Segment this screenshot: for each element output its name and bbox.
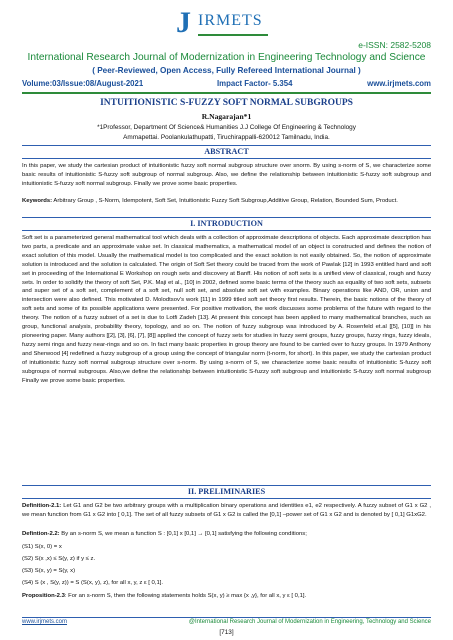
- issue-info-row: [22, 79, 431, 91]
- eissn: e-ISSN: 2582-5208: [358, 40, 431, 50]
- affiliation-line-1: *1Professor, Department Of Science& Humanities J.J College Of Engineering & Technology: [97, 124, 356, 131]
- proposition-2-3-text: : For an s-norm S, then the following statements holds S(x, y) ≥ max {x ,y}, for all x, y ε [ 0,1].: [64, 593, 307, 599]
- volume-issue: Volume:03/Issue:08/August-2021: [22, 79, 144, 88]
- definition-2-1: [22, 502, 431, 520]
- logo-underline: [198, 34, 268, 36]
- footer-copyright: @International Research Journal of Modernization in Engineering, Technology and Science: [188, 619, 431, 625]
- intro-top-rule: [22, 217, 431, 218]
- s-norm-condition-2: (S2) S(x ,x) ≤ S(y, z) if y ≤ z.: [22, 556, 96, 562]
- definition-2-2-label: Defintion-2.2:: [22, 531, 60, 537]
- header-website-link[interactable]: www.irjmets.com: [367, 79, 431, 88]
- header-divider: [22, 92, 431, 94]
- s-norm-condition-4: (S4) S (x , S(y, z)) = S (S(x, y), z), for all x, y, z ε [ 0,1].: [22, 580, 164, 586]
- abstract-heading: ABSTRACT: [204, 147, 249, 156]
- abstract-text: In this paper, we study the cartesian product of intuitionistic fuzzy soft normal subgroup structure over snorm. By using s-norm of S, we characterize some basic results of intuitionistic S-fuzzy soft subgroup of normal subgroup. Also, we define the relationship between intuitionistic S-fuzzy soft subgroup and intuitionistic S-fuzzy soft normal subgroup. Finally we prove some basic properties.: [22, 163, 431, 187]
- logo-letter: J: [176, 6, 191, 39]
- abstract-top-rule: [22, 145, 431, 146]
- definition-2-2-text: By an s-norm S, we mean a function S : [0,1] x [0,1] → [0,1] satisfying the following conditions;: [59, 531, 307, 537]
- affiliation-line-2: Ammapettai. Poolankulathupatti, Tiruchirappalli-620012 Tamilnadu, India.: [123, 134, 330, 141]
- journal-name: International Research Journal of Modernization in Engineering Technology and Science: [27, 52, 426, 63]
- proposition-2-3: [22, 592, 431, 601]
- keywords: [22, 197, 431, 206]
- paper-title: INTUITIONISTIC S-FUZZY SOFT NORMAL SUBGROUPS: [100, 98, 353, 108]
- page-number: [713]: [219, 629, 234, 636]
- definition-2-2: [22, 530, 431, 539]
- prelim-bottom-rule: [22, 498, 431, 499]
- preliminaries-heading: II. PRELIMINARIES: [187, 487, 266, 496]
- footer-divider: [22, 617, 431, 618]
- footer-website-link[interactable]: www.irjmets.com: [22, 619, 68, 625]
- definition-2-1-label: Definition-2.1:: [22, 503, 62, 509]
- prelim-top-rule: [22, 485, 431, 486]
- peer-review-note: ( Peer-Reviewed, Open Access, Fully Refereed International Journal ): [92, 66, 361, 75]
- s-norm-condition-3: (S3) S(x, y) = S(y, x): [22, 568, 76, 574]
- keywords-list: Arbitrary Group , S-Norm, Idempotent, Soft Set, Intuitionistic Fuzzy Soft Subgroup,Additive Group, Relation, Bounded Sum, Product.: [52, 198, 398, 204]
- definition-2-1-text: Let G1 and G2 be two arbitrary groups with a multiplication binary operations and identities e1, e2 respectively. A fuzzy subset of G1 x G2 , we mean function from G1 x G2 into [ 0,1]. The set of all fuzzy subsets of G1 x G2 is called the [0,1] –power set of G1 x G2 and is denoted by [ 0,1] G1xG2.: [22, 503, 431, 518]
- abstract-bottom-rule: [22, 158, 431, 159]
- s-norm-condition-1: (S1) S(x, 0) = x: [22, 544, 62, 550]
- keywords-label: Keywords:: [22, 198, 53, 204]
- journal-logo: [176, 6, 276, 42]
- impact-factor: Impact Factor- 5.354: [217, 79, 293, 88]
- author-name: R.Nagarajan*1: [201, 112, 252, 121]
- introduction-text: Soft set is a parameterized general mathematical tool which deals with a collection of approximate descriptions of objects. Each approximate description has two parts, a predicate and an approximate value set. In classical mathematics, a mathematical model of an object is constructed and defines the notion of exact solution of this model. Usually the mathematical model is too complicated and the exact solution is not easily obtained. So, the notion of approximate solution is introduced and the solution is calculated. The origin of Soft Set theory could be traced from the work of Pawlak [12] in 1993 entitled hard and soft set in proceeding of the International E Workshop on rough sets and discovery at Banff. His notion of soft sets is a unified view of classical, rough and fuzzy sets. In order to solidify the theory of soft Set, P.K. Maji et al., [10] in 2002, defined some basic terms of the theory such as equality of two soft sets, subsets and super set of a soft set, complement of a soft set, null soft set, and absolute soft set with examples. Binary operations like AND, OR, union and intersection were also defined. This motivated D. Molodtsov's work [11] in 1999 titled soft set theory first results. Therein, the basic notions of the theory of soft sets and some of its possible applications were presented. For positive motivation, the work discusses some problems of the future with regard to the theory. The notion of a fuzzy subset of a set is due to Lotfi Zadeh [13]. At present this concept has been applied to many mathematical branches, such as group, functional analysis, probability theory, topology, and so on. The notion of fuzzy subgroup was introduced by A. Rosenfeld et.al [[5], [10]] in his pioneering paper. Many authors [[2], [3], [6], [7], [8]] applied the concept of fuzzy sets for studies in fuzzy semi groups, fuzzy groups, fuzzy rings, fuzzy ideals, fuzzy semi rings and fuzzy near-rings and so on. In fact many basic properties in group theory are found to be carried over to fuzzy groups. In 1979 Anthony and Sherwood [4] redefined a fuzzy subgroup of a group using the concept of triangular norm (t-norm, for short). In this paper, we study the cartesian product of intuitionistic fuzzy soft normal subgroup structure over s-norm. By using s-norm of S, we characterize some basic results of intuitionistic S-fuzzy soft subgroups of normal subgroups. Also,we define the relationship between intuitionistic S-fuzzy soft subgroup and intuitionistic S-fuzzy soft normal subgroup Finally we prove some basic properties.: [22, 235, 431, 384]
- logo-text: IRMETS: [198, 12, 263, 29]
- proposition-2-3-label: Proposition-2.3: [22, 593, 65, 599]
- intro-bottom-rule: [22, 230, 431, 231]
- introduction-heading: I. INTRODUCTION: [190, 219, 263, 228]
